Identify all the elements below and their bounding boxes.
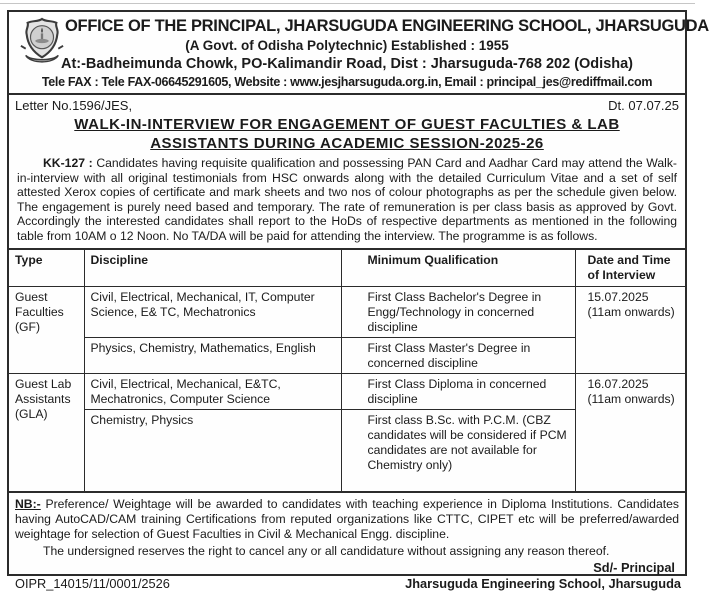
col-header-discipline: Discipline <box>84 249 341 287</box>
cell-date-gla: 16.07.2025 (11am onwards) <box>575 374 685 492</box>
table-row-gla-1 <box>9 374 685 410</box>
notice-body <box>17 156 677 244</box>
letter-number: Letter No.1596/JES, <box>15 98 133 113</box>
school-crest-icon <box>19 17 65 66</box>
nb-label: NB:- <box>15 496 41 511</box>
cell-discipline-gf-1: Civil, Electrical, Mechanical, IT, Computer Science, E& TC, Mechatronics <box>84 287 341 338</box>
notice-title-line1: WALK-IN-INTERVIEW FOR ENGAGEMENT OF GUEST FACULTIES & LAB <box>74 116 620 133</box>
letterhead <box>9 12 709 95</box>
contact-line: Tele FAX : Tele FAX-06645291605, Website : www.jesjharsuguda.org.in, Email : principal_jes@rediffmail.com <box>41 75 653 89</box>
notice-box <box>7 10 709 591</box>
top-divider <box>0 3 695 4</box>
table-row-gf-1 <box>9 287 685 338</box>
cell-discipline-gf-2: Physics, Chemistry, Mathematics, English <box>84 338 341 374</box>
nb-note <box>15 497 679 542</box>
notice-title <box>9 115 685 153</box>
nb-text: Preference/ Weightage will be awarded to candidates with teaching experience in Diploma Institutions. Candidates having AutoCAD/CAM training Certifications from reputed organizations like CTTC, CIPET etc will be preferred/awarded weightage for selection of Guest Faculties in Civil & Mechanical Engg. discipline. <box>15 496 679 541</box>
cell-qualification-gla-1: First Class Diploma in concerned discipline <box>341 374 575 410</box>
col-header-date: Date and Time of Interview <box>575 249 685 287</box>
letter-date: Dt. 07.07.25 <box>608 98 679 113</box>
office-title: OFFICE OF THE PRINCIPAL, JHARSUGUDA ENGINEERING SCHOOL, JHARSUGUDA <box>65 17 709 35</box>
oipr-reference: OIPR_14015/11/0001/2526 <box>15 575 170 591</box>
cell-qualification-gf-2: First Class Master's Degree in concerned discipline <box>341 338 575 374</box>
letter-row <box>9 95 685 113</box>
col-header-qualification: Minimum Qualification <box>341 249 575 287</box>
disclaimer-line: The undersigned reserves the right to cancel any or all candidature without assigning any reason thereof. <box>43 543 610 558</box>
notice-body-text: Candidates having requisite qualification and possessing PAN Card and Aadhar Card may attend the Walk-in-interview with all original testimonials from HSC onwards along with the detailed Curriculum Vitae and a set of self attested Xerox copies of certificate and mark sheets and two nos of colour photographs as per the schedule given below. The engagement is purely need based and temporary. The rate of remuneration is per class basis as approved by Govt. Accordingly the interested candidates shall report to the HoDs of respective departments as mentioned in the following table from 10AM o 12 Noon. No TA/DA will be paid for attending the interview. The programme is as follows. <box>17 156 677 243</box>
cell-type-gla: Guest Lab Assistants (GLA) <box>9 374 84 492</box>
interview-schedule-table <box>9 248 685 493</box>
signature-org: Jharsuguda Engineering School, Jharsuguda <box>405 575 681 591</box>
col-header-type: Type <box>9 249 84 287</box>
cell-discipline-gla-2: Chemistry, Physics <box>84 410 341 492</box>
table-header-row <box>9 249 685 287</box>
address-line: At:-Badheimunda Chowk, PO-Kalimandir Road, Dist : Jharsuguda-768 202 (Odisha) <box>60 56 634 72</box>
cell-qualification-gla-2: First class B.Sc. with P.C.M. (CBZ candidates will be considered if PCM candidates are not available for Chemistry only) <box>341 410 575 492</box>
cell-type-gf: Guest Faculties (GF) <box>9 287 84 374</box>
cell-discipline-gla-1: Civil, Electrical, Mechanical, E&TC, Mechatronics, Computer Science <box>84 374 341 410</box>
signature-line: Sd/- Principal <box>593 559 675 575</box>
notice-title-line2: ASSISTANTS DURING ACADEMIC SESSION-2025-26 <box>150 135 544 152</box>
cell-date-gf: 15.07.2025 (11am onwards) <box>575 287 685 374</box>
cell-qualification-gf-1: First Class Bachelor's Degree in Engg/Technology in concerned discipline <box>341 287 575 338</box>
footer-row <box>9 576 685 594</box>
advt-code: KK-127 : <box>43 156 93 170</box>
establishment-line: (A Govt. of Odisha Polytechnic) Established : 1955 <box>185 38 509 53</box>
